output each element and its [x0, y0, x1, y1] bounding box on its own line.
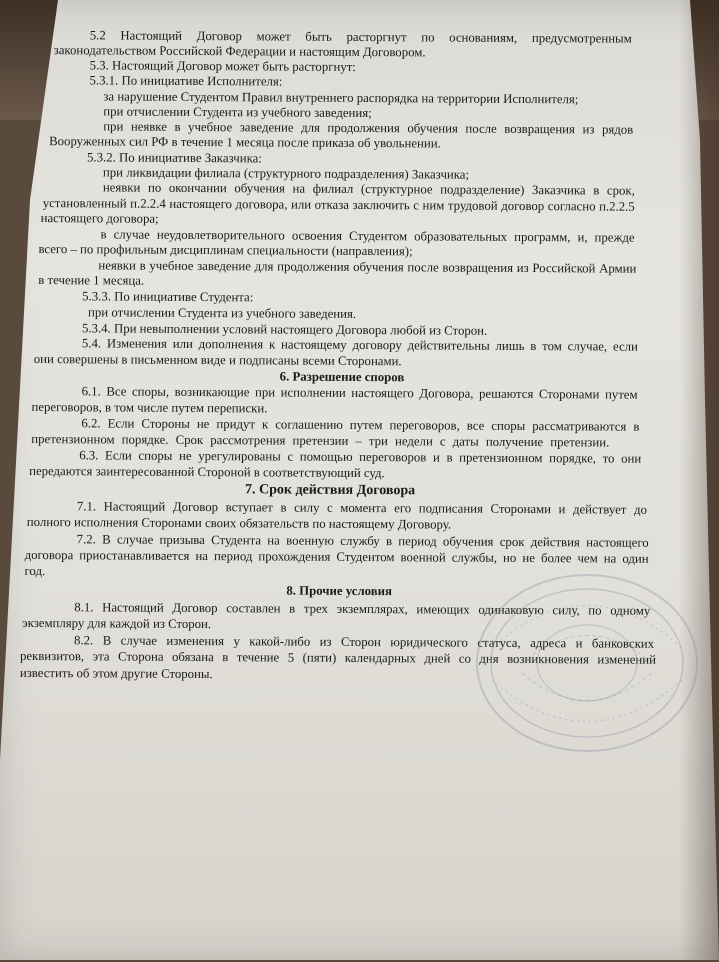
text-line: неявки по окончании обучения на филиал (структурное подразделение) Заказчика в срок, — [102, 180, 635, 198]
text-line: реквизитов, эта Сторона обязана в течение 5 (пяти) календарных дней со дня возникновения изменений — [19, 648, 657, 667]
text-line: 8.1. Настоящий Договор составлен в трех экземплярах, имеющих одинаковую силу, по одному — [74, 600, 651, 618]
text-line: при отчислении Студента из учебного заведения; — [103, 104, 372, 121]
text-line: 6.3. Если споры не урегулированы с помощью переговоров и в претензионном порядке, то они — [79, 448, 642, 466]
section-heading: 7. Срок действия Договора — [244, 482, 416, 499]
text-line: 6.1. Все споры, возникающие при исполнении настоящего Договора, решаются Сторонами путем — [81, 384, 638, 402]
text-line: 7.2. В случае призыва Студента на военную службу в период обучения срок действия настоящего — [76, 532, 649, 550]
text-line: неявки в учебное заведение для продолжения обучения после возвращения из Российской Армии — [98, 258, 637, 276]
text-line: при ликвидации филиала (структурного подразделения) Заказчика; — [102, 165, 470, 182]
text-line: известить об этом другие Стороны. — [19, 665, 213, 682]
text-line: 7.1. Настоящий Договор вступает в силу с момента его подписания Сторонами и действует до — [76, 499, 647, 517]
section-heading: 6. Разрешение споров — [279, 369, 405, 385]
text-line: за нарушение Студентом Правил внутреннего распорядка на территории Исполнителя; — [103, 89, 579, 107]
text-line: претензионном порядке. Срок рассмотрения претензии – три недели с даты получение претензии. — [31, 432, 610, 450]
text-line: 5.3.2. По инициативе Заказчика: — [86, 150, 262, 166]
text-line: 5.4. Изменения или дополнения к настоящему договору действительны лишь в том случае, если — [81, 336, 638, 354]
section-heading: 8. Прочие условия — [286, 583, 392, 599]
text-line: они совершены в письменном виде и подписаны всеми Сторонами. — [33, 352, 402, 369]
text-line: в случае неудовлетворительного освоения Студентом образовательных программ, и, прежде — [100, 227, 635, 245]
text-line: 5.3.4. При невыполнении условий настоящего Договора любой из Сторон. — [81, 321, 488, 338]
text-line: всего – по профильным дисциплинам специальности (направления); — [38, 242, 413, 259]
text-line: Вооруженных сил РФ в течение 1 месяца после приказа об увольнении. — [49, 134, 441, 151]
text-line: 6.2. Если Стороны не придут к соглашению путем переговоров, все споры рассматриваются в — [81, 416, 640, 434]
text-line: при неявке в учебное заведение для продолжения обучения после возвращения из рядов — [103, 119, 634, 137]
text-line: законодательством Российской Федерации и настоящим Договором. — [53, 43, 426, 60]
text-line: полного исполнения Сторонами своих обязательств по настоящему Договору. — [26, 514, 452, 532]
text-line: переговоров, в том числе путем переписки. — [31, 400, 268, 416]
text-line: 5.2 Настоящий Договор может быть расторгнут по основаниям, предусмотренным — [89, 28, 632, 46]
text-line: 5.3.1. По инициативе Исполнителя: — [89, 73, 283, 89]
text-line: год. — [24, 563, 46, 579]
text-line: передаются заинтересованной Стороной в соответствующий суд. — [29, 463, 385, 481]
text-line: при отчислении Студента из учебного заведения. — [88, 305, 357, 321]
text-line: договора приостанавливается на период прохождения Студентом военной службы, но не более чем на один — [24, 547, 649, 566]
text-line: в течение 1 месяца. — [38, 273, 145, 288]
text-line: экземпляру для каждой из Сторон. — [22, 615, 212, 632]
text-line: установленный п.2.2.4 настоящего договора, или отказа заключить с ним трудовой договор согласно п.2.2.5 — [42, 196, 635, 214]
text-line: 5.3. Настоящий Договор может быть расторгнут: — [89, 58, 356, 74]
faded-stamp — [462, 568, 712, 758]
text-line: 8.2. В случае изменения у какой-либо из Сторон юридического статуса, адреса и банковских — [74, 633, 655, 651]
text-line: 5.3.3. По инициативе Студента: — [82, 289, 254, 305]
text-line: настоящего договора; — [40, 211, 159, 226]
